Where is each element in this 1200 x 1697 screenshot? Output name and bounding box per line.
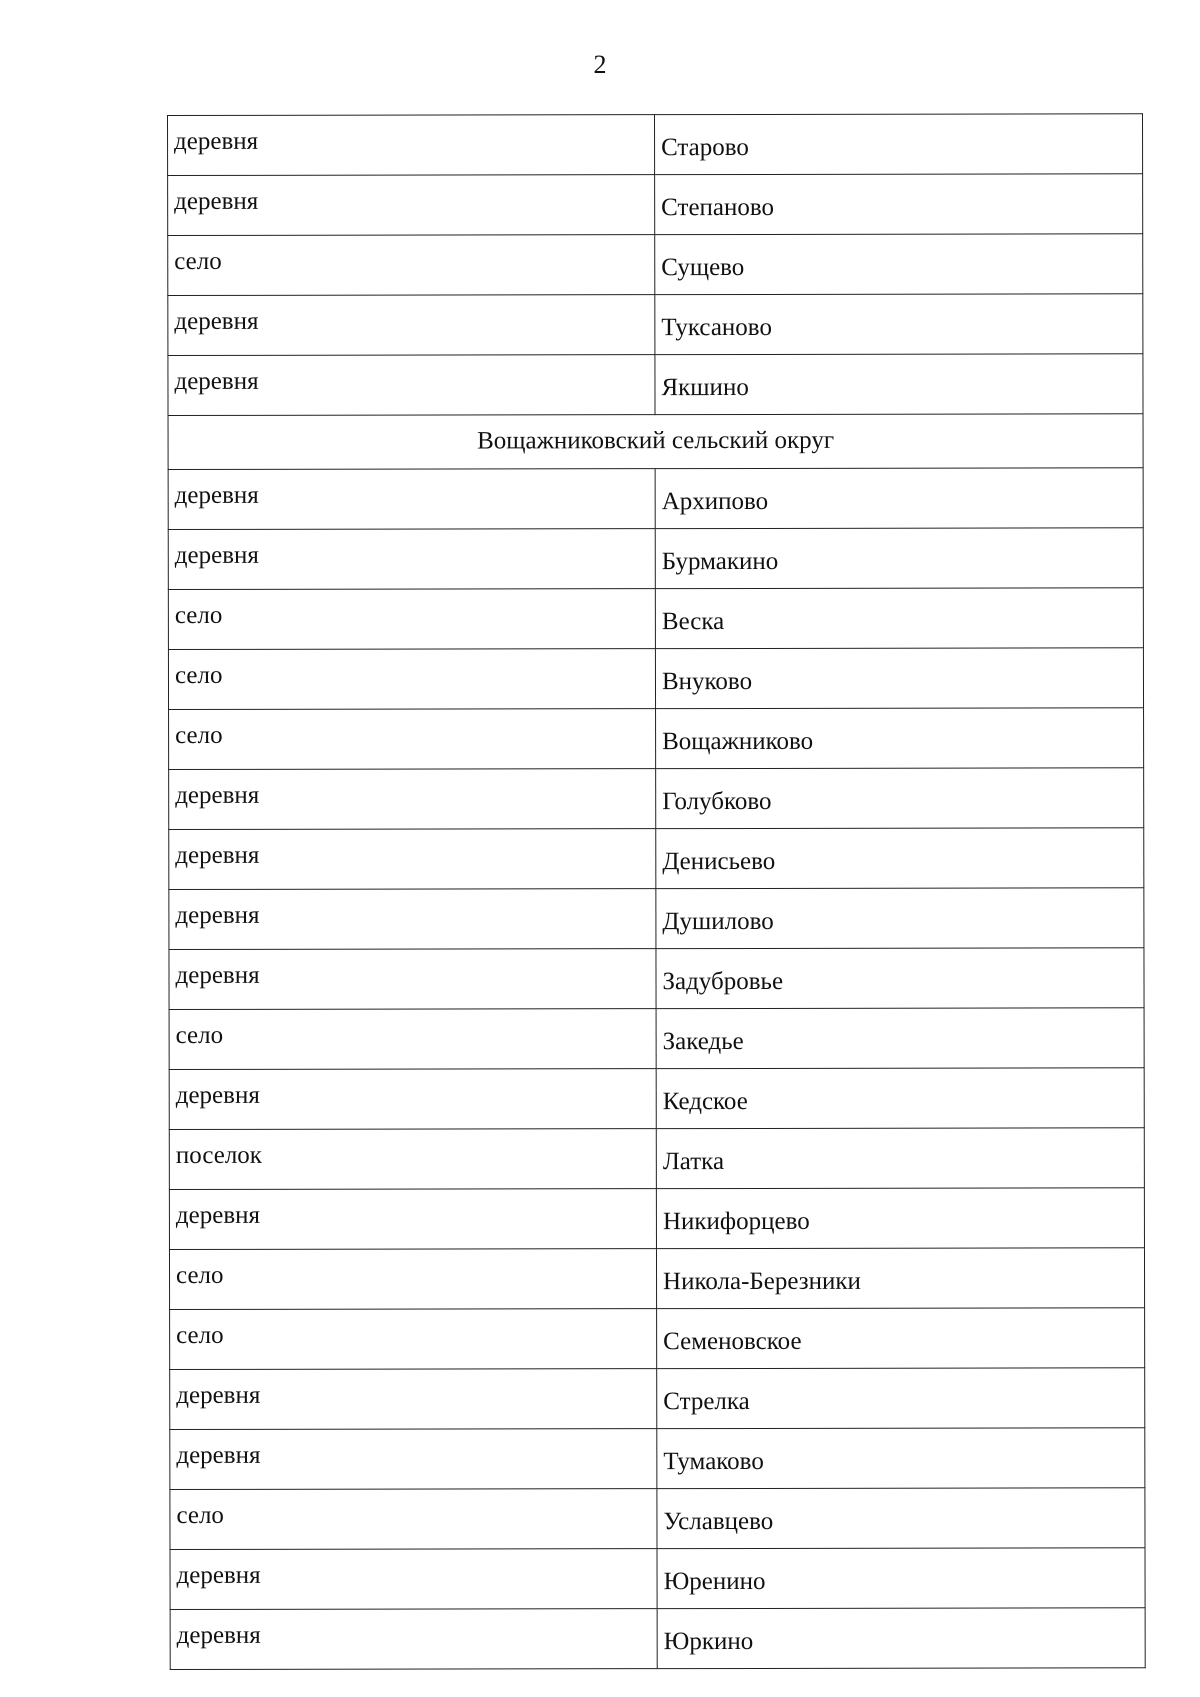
settlement-type-cell: село (168, 649, 655, 710)
table-row (169, 888, 1144, 950)
settlement-type-cell: село (169, 1009, 656, 1070)
settlement-type-cell: деревня (169, 889, 656, 950)
table-row (169, 768, 1144, 830)
settlement-type-cell: деревня (170, 1609, 657, 1670)
document-sheet (167, 113, 1145, 1670)
settlement-name-cell: Внуково (655, 648, 1143, 709)
settlement-type-cell: деревня (170, 1549, 657, 1610)
table-row (170, 1608, 1145, 1670)
table-row (170, 1308, 1145, 1370)
table-row (169, 948, 1144, 1010)
settlement-name-cell: Денисьево (656, 828, 1144, 889)
settlement-name-cell: Закедье (656, 1008, 1144, 1069)
settlement-name-cell: Якшино (655, 354, 1143, 415)
settlement-name-cell: Семеновское (657, 1308, 1145, 1369)
settlement-name-cell: Старово (655, 114, 1143, 175)
settlement-type-cell: село (168, 589, 655, 650)
settlement-type-cell: деревня (169, 949, 656, 1010)
settlement-type-cell: деревня (170, 1429, 657, 1490)
table-row (169, 1008, 1144, 1070)
table-row (168, 528, 1143, 590)
settlement-name-cell: Туксаново (655, 294, 1143, 355)
table-row (168, 234, 1143, 296)
settlement-name-cell: Душилово (656, 888, 1144, 949)
settlement-name-cell: Никола-Березники (656, 1248, 1144, 1309)
table-row (170, 1488, 1145, 1550)
table-row (168, 588, 1143, 650)
settlement-type-cell: деревня (168, 355, 655, 416)
settlement-type-cell: поселок (169, 1129, 656, 1190)
settlement-type-cell: деревня (169, 1069, 656, 1130)
settlement-type-cell: деревня (168, 529, 655, 590)
table-row (168, 468, 1143, 530)
settlement-name-cell: Веска (655, 588, 1143, 649)
settlement-name-cell: Кедское (656, 1068, 1144, 1129)
settlement-name-cell: Архипово (655, 468, 1143, 529)
settlement-type-cell: село (168, 235, 655, 296)
section-heading-row (168, 414, 1143, 470)
settlement-name-cell: Стрелка (657, 1368, 1145, 1429)
settlement-name-cell: Уславцево (657, 1488, 1145, 1549)
settlement-type-cell: деревня (168, 295, 655, 356)
table-row (169, 828, 1144, 890)
table-row (169, 1128, 1144, 1190)
settlement-name-cell: Никифорцево (656, 1188, 1144, 1249)
settlement-type-cell: деревня (168, 175, 655, 236)
settlement-name-cell: Юркино (657, 1608, 1145, 1669)
page-number: 2 (593, 50, 607, 79)
table-row (169, 1248, 1144, 1310)
settlement-name-cell: Вощажниково (656, 708, 1144, 769)
settlement-type-cell: деревня (168, 469, 655, 530)
settlement-name-cell: Юренино (657, 1548, 1145, 1609)
table-row (170, 1428, 1145, 1490)
settlement-name-cell: Задубровье (656, 948, 1144, 1009)
settlement-type-cell: деревня (169, 829, 656, 890)
table-row (169, 1188, 1144, 1250)
settlement-type-cell: село (169, 1249, 656, 1310)
section-heading: Вощажниковский сельский округ (168, 414, 1143, 470)
table-row (168, 354, 1143, 416)
table-row (169, 708, 1144, 770)
table-row (170, 1368, 1145, 1430)
table-row (168, 648, 1143, 710)
settlements-table (167, 113, 1146, 1670)
settlement-type-cell: деревня (168, 115, 655, 176)
table-row (168, 174, 1143, 236)
settlement-type-cell: село (169, 709, 656, 770)
settlement-type-cell: село (170, 1489, 657, 1550)
settlement-name-cell: Голубково (656, 768, 1144, 829)
table-row (168, 294, 1143, 356)
settlement-type-cell: деревня (170, 1369, 657, 1430)
settlement-name-cell: Латка (656, 1128, 1144, 1189)
settlement-type-cell: деревня (169, 1189, 656, 1250)
settlement-name-cell: Степаново (655, 174, 1143, 235)
settlement-name-cell: Бурмакино (655, 528, 1143, 589)
settlement-name-cell: Сущево (655, 234, 1143, 295)
table-row (168, 114, 1143, 176)
settlement-name-cell: Тумаково (657, 1428, 1145, 1489)
settlement-type-cell: деревня (169, 769, 656, 830)
table-row (169, 1068, 1144, 1130)
table-row (170, 1548, 1145, 1610)
settlement-type-cell: село (170, 1309, 657, 1370)
